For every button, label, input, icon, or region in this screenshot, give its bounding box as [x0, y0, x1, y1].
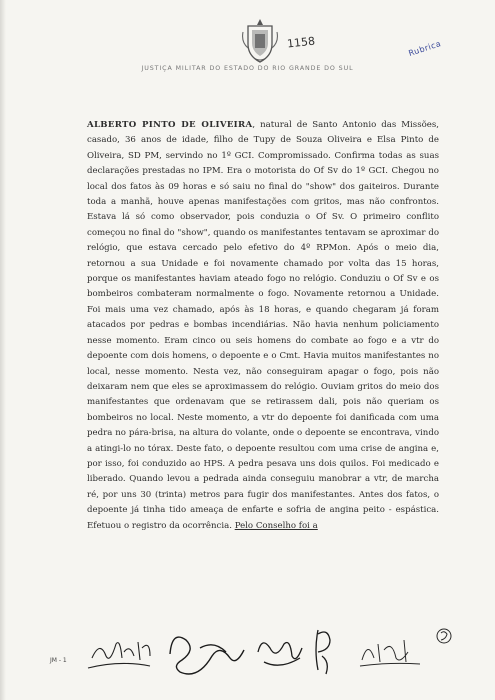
testimony-closing: Pelo Conselho foi a	[234, 520, 318, 531]
coat-of-arms-icon	[240, 18, 280, 64]
page-edge-shadow	[0, 0, 6, 700]
signature-4	[316, 630, 330, 674]
signature-5	[360, 640, 420, 666]
testimony-body: , natural de Santo Antonio das Missões, casado, 36 anos de idade, filho de Tupy de Souza Oliveira e Elsa Pinto de Oliveira, SD PM, servindo no 1º GCI. Compromissado. Confirma todas as suas declarações prestadas no IPM. Era o motorista do Of Sv do 1º GCI. Chegou no local dos fatos às 09 horas e só saiu no final do "show" dos gaiteiros. Durante toda a manhã, houve apenas manifestações com gritos, mas não confrontos. Estava lá só como observador, pois conduzia o Of Sv. O primeiro conflito começou no final do "show", quando os manifestantes tentavam se aproximar do relógio, que estava cercado pelo efetivo do 4º RPMon. Após o meio dia, retornou a sua Unidade e foi novamente chamado por volta das 15 horas, porque os manifestantes haviam ateado fogo no relógio. Conduziu o Of Sv e os bombeiros combateram normalmente o fogo. Novamente retornou a Unidade. Foi mais uma vez chamado, após às 18 horas, e quando chegaram já foram atacados por pedras e bombas incendiárias. Não havia nenhum policiamento nesse momento. Eram cinco ou seis homens do combate ao fogo e a vtr do depoente com dois homens, o depoente e o Cmt. Havia muitos manifestantes no local, nesse momento. Nesta vez, não conseguiram apagar o fogo, pois não deixaram nem que eles se aproximassem do relógio. Ouviam gritos do meio dos manifestantes que ordenavam que se retirassem dali, pois não queriam os bombeiros no local. Neste momento, a vtr do depoente foi danificada com uma pedra no pára-brisa, na altura do volante, onde o depoente se encontrava, vindo a atingi-lo no tórax. Deste fato, o depoente resultou com uma crise de angina e, por isso, foi conduzido ao HPS. A pedra pesava uns dois quilos. Foi medicado e liberado. Quando levou a pedrada ainda conseguiu manobrar a vtr, de marcha ré, por uns 30 (trinta) metros para fugir dos manifestantes. Antes dos fatos, o depoente já tinha tido ameaça de enfarte e sofria de angina peito - espástica. Efetuou o registro da ocorrência.	[87, 120, 440, 531]
signatures-area	[0, 600, 495, 700]
rubric-stamp: Rubrica	[407, 39, 443, 58]
initials-mark	[437, 629, 451, 643]
witness-name: ALBERTO PINTO DE OLIVEIRA	[87, 120, 253, 130]
signature-3	[258, 643, 302, 666]
page-number: 1158	[286, 34, 316, 51]
institution-header: JUSTIÇA MILITAR DO ESTADO DO RIO GRANDE DO SUL	[141, 65, 354, 72]
signature-1	[88, 642, 150, 668]
form-code: JM - 1	[50, 657, 67, 664]
signature-2	[170, 637, 244, 674]
testimony-paragraph	[87, 118, 439, 534]
